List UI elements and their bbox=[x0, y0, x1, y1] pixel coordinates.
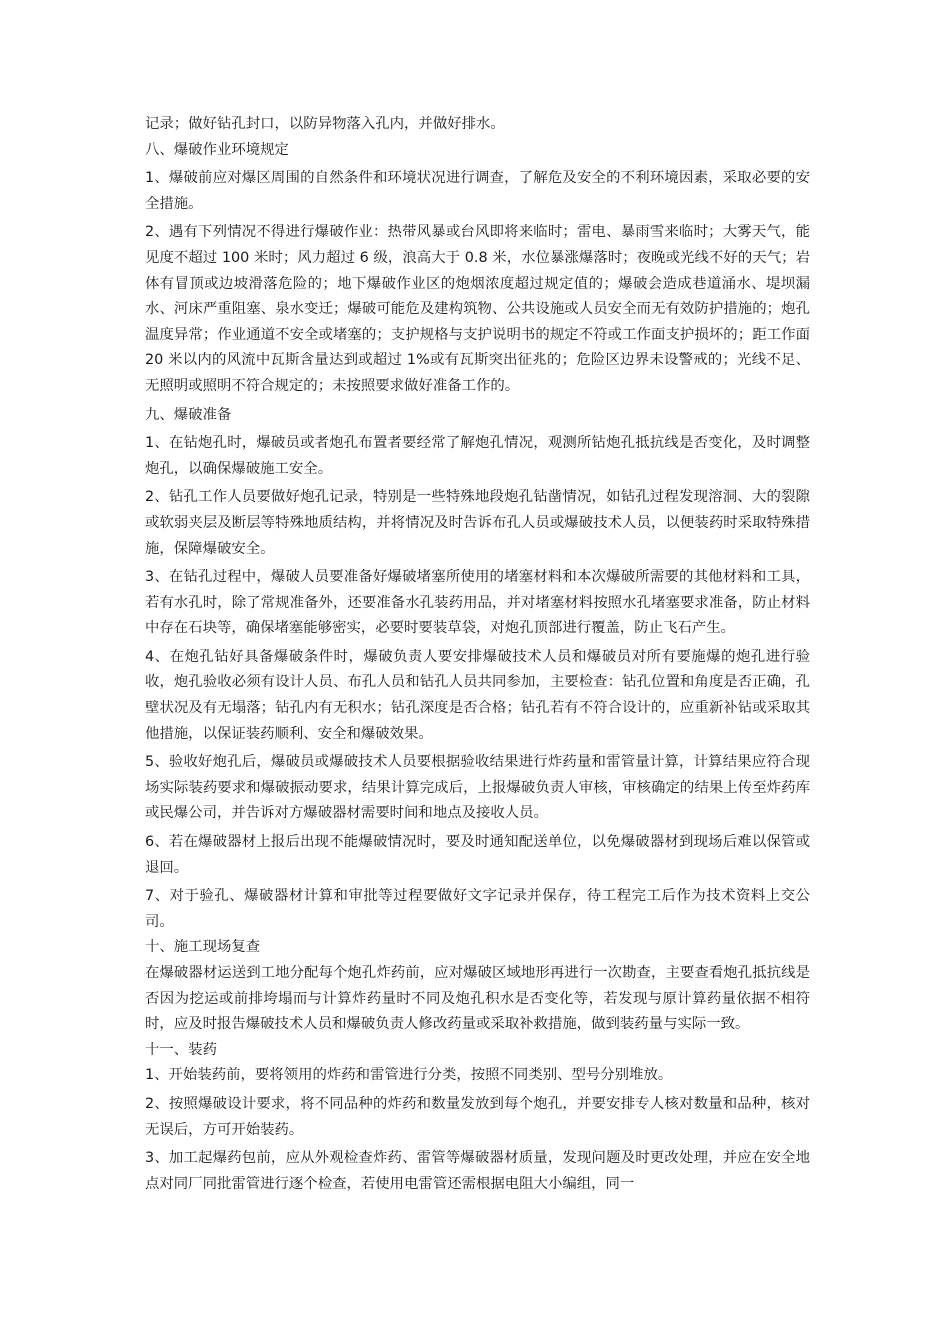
paragraph: 3、加工起爆药包前，应从外观检查炸药、雷管等爆破器材质量，发现问题及时更改处理，并应在安全地点对同厂同批雷管进行逐个检查，若使用电雷管还需根据电阻大小编组，同一 bbox=[145, 1150, 810, 1192]
paragraph: 4、在炮孔钻好具备爆破条件时，爆破负责人要安排爆破技术人员和爆破员对所有要施爆的炮孔进行验收，炮孔验收必须有设计人员、布孔人员和钻孔人员共同参加，主要检查：钻孔位置和角度是否正确，孔壁状况及有无塌落；钻孔内有无积水；钻孔深度是否合格；钻孔若有不符合设计的，应重新补钻或采取其他措施，以保证装药顺利、安全和爆破效果。 bbox=[145, 648, 810, 742]
document-body bbox=[145, 112, 810, 1197]
paragraph: 6、若在爆破器材上报后出现不能爆破情况时，要及时通知配送单位，以免爆破器材到现场后难以保管或退回。 bbox=[145, 834, 810, 876]
section-heading-10: 十、施工现场复查 bbox=[145, 939, 261, 956]
section-heading-11: 十一、装药 bbox=[145, 1041, 217, 1058]
paragraph: 记录；做好钻孔封口，以防异物落入孔内，并做好排水。 bbox=[145, 116, 505, 132]
paragraph: 1、爆破前应对爆区周围的自然条件和环境状况进行调查，了解危及安全的不利环境因素，采取必要的安全措施。 bbox=[145, 170, 810, 212]
paragraph: 2、按照爆破设计要求，将不同品种的炸药和数量发放到每个炮孔，并要安排专人核对数量和品种，核对无误后，方可开始装药。 bbox=[145, 1095, 810, 1138]
paragraph: 在爆破器材运送到工地分配每个炮孔炸药前，应对爆破区域地形再进行一次勘查，主要查看炮孔抵抗线是否因为挖运或前排垮塌而与计算炸药量时不同及炮孔积水是否变化等，若发现与原计算药量依据不相符时，应及时报告爆破技术人员和爆破负责人修改药量或采取补救措施，做到装药量与实际一致。 bbox=[145, 965, 810, 1033]
paragraph: 3、在钻孔过程中，爆破人员要准备好爆破堵塞所使用的堵塞材料和本次爆破所需要的其他材料和工具，若有水孔时，除了常规准备外，还要准备水孔装药用品，并对堵塞材料按照水孔堵塞要求准备，防止材料中存在石块等，确保堵塞能够密实，必要时要装草袋，对炮孔顶部进行覆盖，防止飞石产生。 bbox=[145, 569, 810, 637]
paragraph: 1、在钻炮孔时，爆破员或者炮孔布置者要经常了解炮孔情况，观测所钻炮孔抵抗线是否变化，及时调整炮孔，以确保爆破施工安全。 bbox=[145, 435, 810, 477]
paragraph: 2、遇有下列情况不得进行爆破作业：热带风暴或台风即将来临时；雷电、暴雨雪来临时；大雾天气，能见度不超过 100 米时；风力超过 6 级，浪高大于 0.8 米，水位暴涨爆落时；夜晚或光线不好的天气；岩体有冒顶或边坡滑落危险的；地下爆破作业区的炮烟浓度超过规定值的；爆破会造成巷道涌水、堤坝漏水、河床严重阻塞、泉水变迁；爆破可能危及建构筑物、公共设施或人员安全而无有效防护措施的；炮孔温度异常；作业通道不安全或堵塞的；支护规格与支护说明书的规定不符或工作面支护损坏的；距工作面 20 米以内的风流中瓦斯含量达到或超过 1%或有瓦斯突出征兆的；危险区边界未设警戒的；光线不足、无照明或照明不符合规定的；未按照要求做好准备工作的。 bbox=[145, 224, 810, 394]
paragraph: 2、钻孔工作人员要做好炮孔记录，特别是一些特殊地段炮孔钻凿情况，如钻孔过程发现溶洞、大的裂隙或软弱夹层及断层等特殊地质结构，并将情况及时告诉布孔人员或爆破技术人员，以便装药时采取特殊措施，保障爆破安全。 bbox=[145, 489, 810, 557]
paragraph: 1、开始装药前，要将领用的炸药和雷管进行分类，按照不同类别、型号分别堆放。 bbox=[145, 1067, 673, 1084]
paragraph: 5、验收好炮孔后，爆破员或爆破技术人员要根据验收结果进行炸药量和雷管量计算，计算结果应符合现场实际装药要求和爆破振动要求，结果计算完成后，上报爆破负责人审核，审核确定的结果上传至炸药库或民爆公司，并告诉对方爆破器材需要时间和地点及接收人员。 bbox=[145, 754, 810, 822]
paragraph: 7、对于验孔、爆破器材计算和审批等过程要做好文字记录并保存，待工程完工后作为技术资料上交公司。 bbox=[145, 888, 810, 930]
section-heading-9: 九、爆破准备 bbox=[145, 406, 232, 423]
section-heading-8: 八、爆破作业环境规定 bbox=[145, 141, 289, 158]
